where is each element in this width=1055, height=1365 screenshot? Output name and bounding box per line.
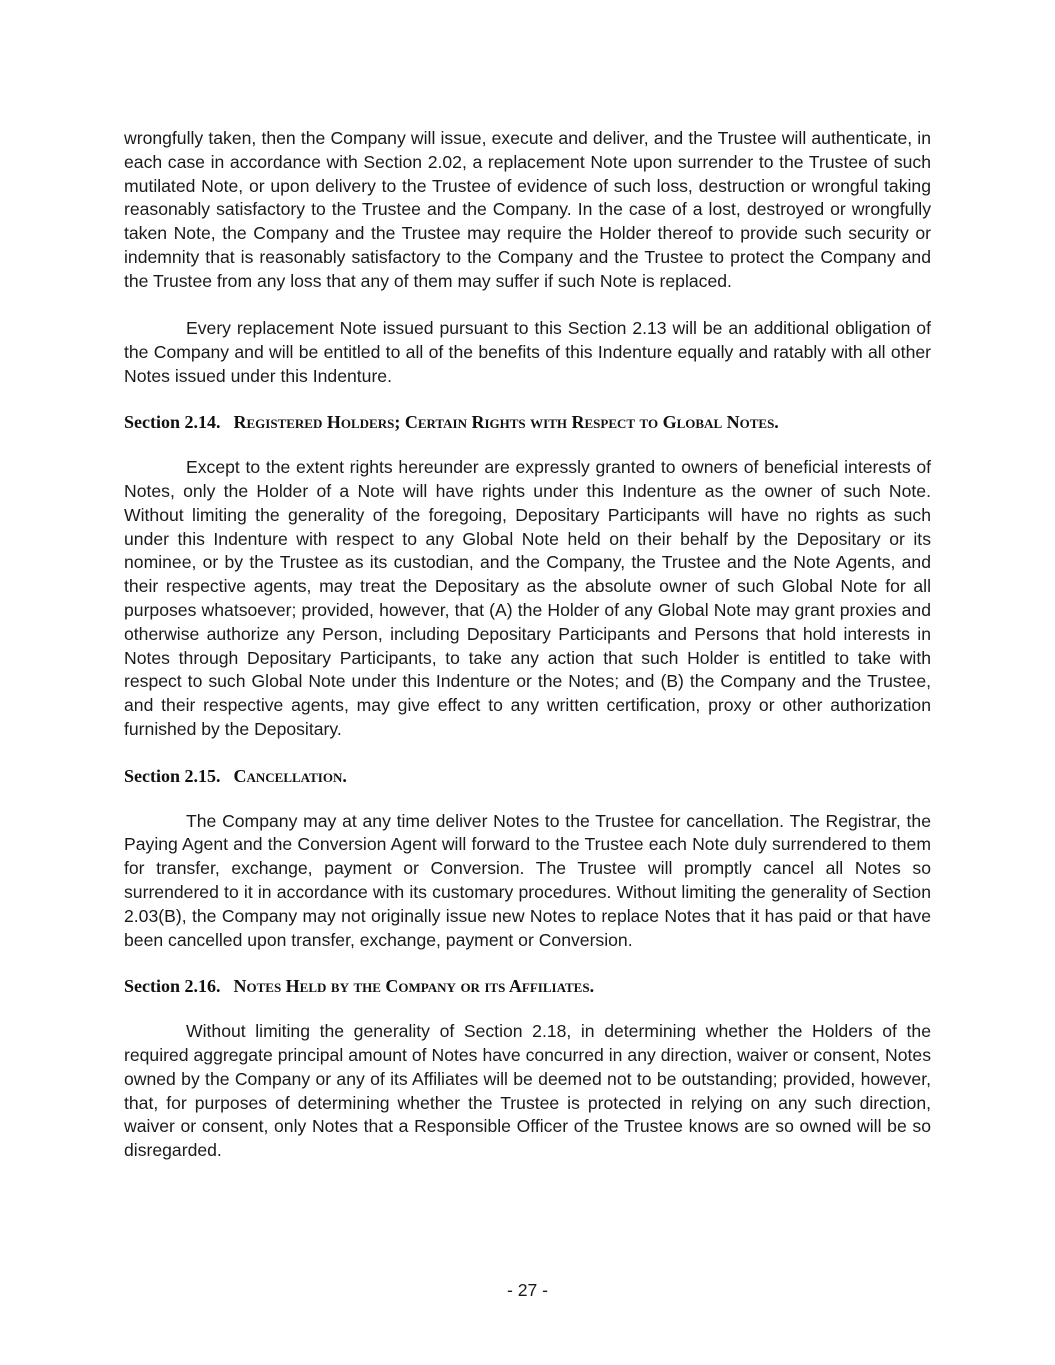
section-heading-2-15 bbox=[124, 765, 931, 789]
section-title: Cancellation. bbox=[233, 765, 347, 786]
section-title: Notes Held by the Company or its Affiliates. bbox=[233, 976, 595, 997]
page-number: - 27 - bbox=[506, 1280, 549, 1300]
section-number: Section 2.14. bbox=[124, 412, 221, 433]
document-page bbox=[124, 127, 931, 1163]
section-heading-2-16 bbox=[124, 975, 931, 999]
section-number: Section 2.16. bbox=[124, 976, 221, 997]
section-title: Registered Holders; Certain Rights with Respect to Global Notes. bbox=[233, 412, 779, 433]
paragraph-notes-held-by-company: Without limiting the generality of Section 2.18, in determining whether the Holders of the required aggregate principal amount of Notes have concurred in any direction, waiver or consent, Notes owned by the Company or any of its Affiliates will be deemed not to be outstanding; provided, however, that, for purposes of determining whether the Trustee is protected in relying on any such direction, waiver or consent, only Notes that a Responsible Officer of the Trustee knows are so owned will be so disregarded. bbox=[124, 1021, 931, 1161]
paragraph-replacement-continued: wrongfully taken, then the Company will issue, execute and deliver, and the Trustee will authenticate, in each case in accordance with Section 2.02, a replacement Note upon surrender to the Trustee of such mutilated Note, or upon delivery to the Trustee of evidence of such loss, destruction or wrongful taking reasonably satisfactory to the Trustee and the Company. In the case of a lost, destroyed or wrongfully taken Note, the Company and the Trustee may require the Holder thereof to provide such security or indemnity that is reasonably satisfactory to the Company and the Trustee to protect the Company and the Trustee from any loss that any of them may suffer if such Note is replaced. bbox=[124, 128, 931, 291]
paragraph-registered-holders: Except to the extent rights hereunder are expressly granted to owners of beneficial interests of Notes, only the Holder of a Note will have rights under this Indenture as the owner of such Note. Without limiting the generality of the foregoing, Depositary Participants will have no rights as such under this Indenture with respect to any Global Note held on their behalf by the Depositary or its nominee, or by the Trustee as its custodian, and the Company, the Trustee and the Note Agents, and their respective agents, may treat the Depositary as the absolute owner of such Global Note for all purposes whatsoever; provided, however, that (A) the Holder of any Global Note may grant proxies and otherwise authorize any Person, including Depositary Participants and Persons that hold interests in Notes through Depositary Participants, to take any action that such Holder is entitled to take with respect to such Global Note under this Indenture or the Notes; and (B) the Company and the Trustee, and their respective agents, may give effect to any written certification, proxy or other authorization furnished by the Depositary. bbox=[124, 457, 931, 740]
paragraph-replacement-obligation: Every replacement Note issued pursuant to this Section 2.13 will be an additional obligation of the Company and will be entitled to all of the benefits of this Indenture equally and ratably with all other Notes issued under this Indenture. bbox=[124, 318, 931, 386]
section-heading-2-14 bbox=[124, 411, 931, 435]
paragraph-cancellation: The Company may at any time deliver Notes to the Trustee for cancellation. The Registrar, the Paying Agent and the Conversion Agent will forward to the Trustee each Note duly surrendered to them for transfer, exchange, payment or Conversion. The Trustee will promptly cancel all Notes so surrendered to it in accordance with its customary procedures. Without limiting the generality of Section 2.03(B), the Company may not originally issue new Notes to replace Notes that it has paid or that have been cancelled upon transfer, exchange, payment or Conversion. bbox=[124, 810, 931, 950]
section-number: Section 2.15. bbox=[124, 765, 221, 786]
